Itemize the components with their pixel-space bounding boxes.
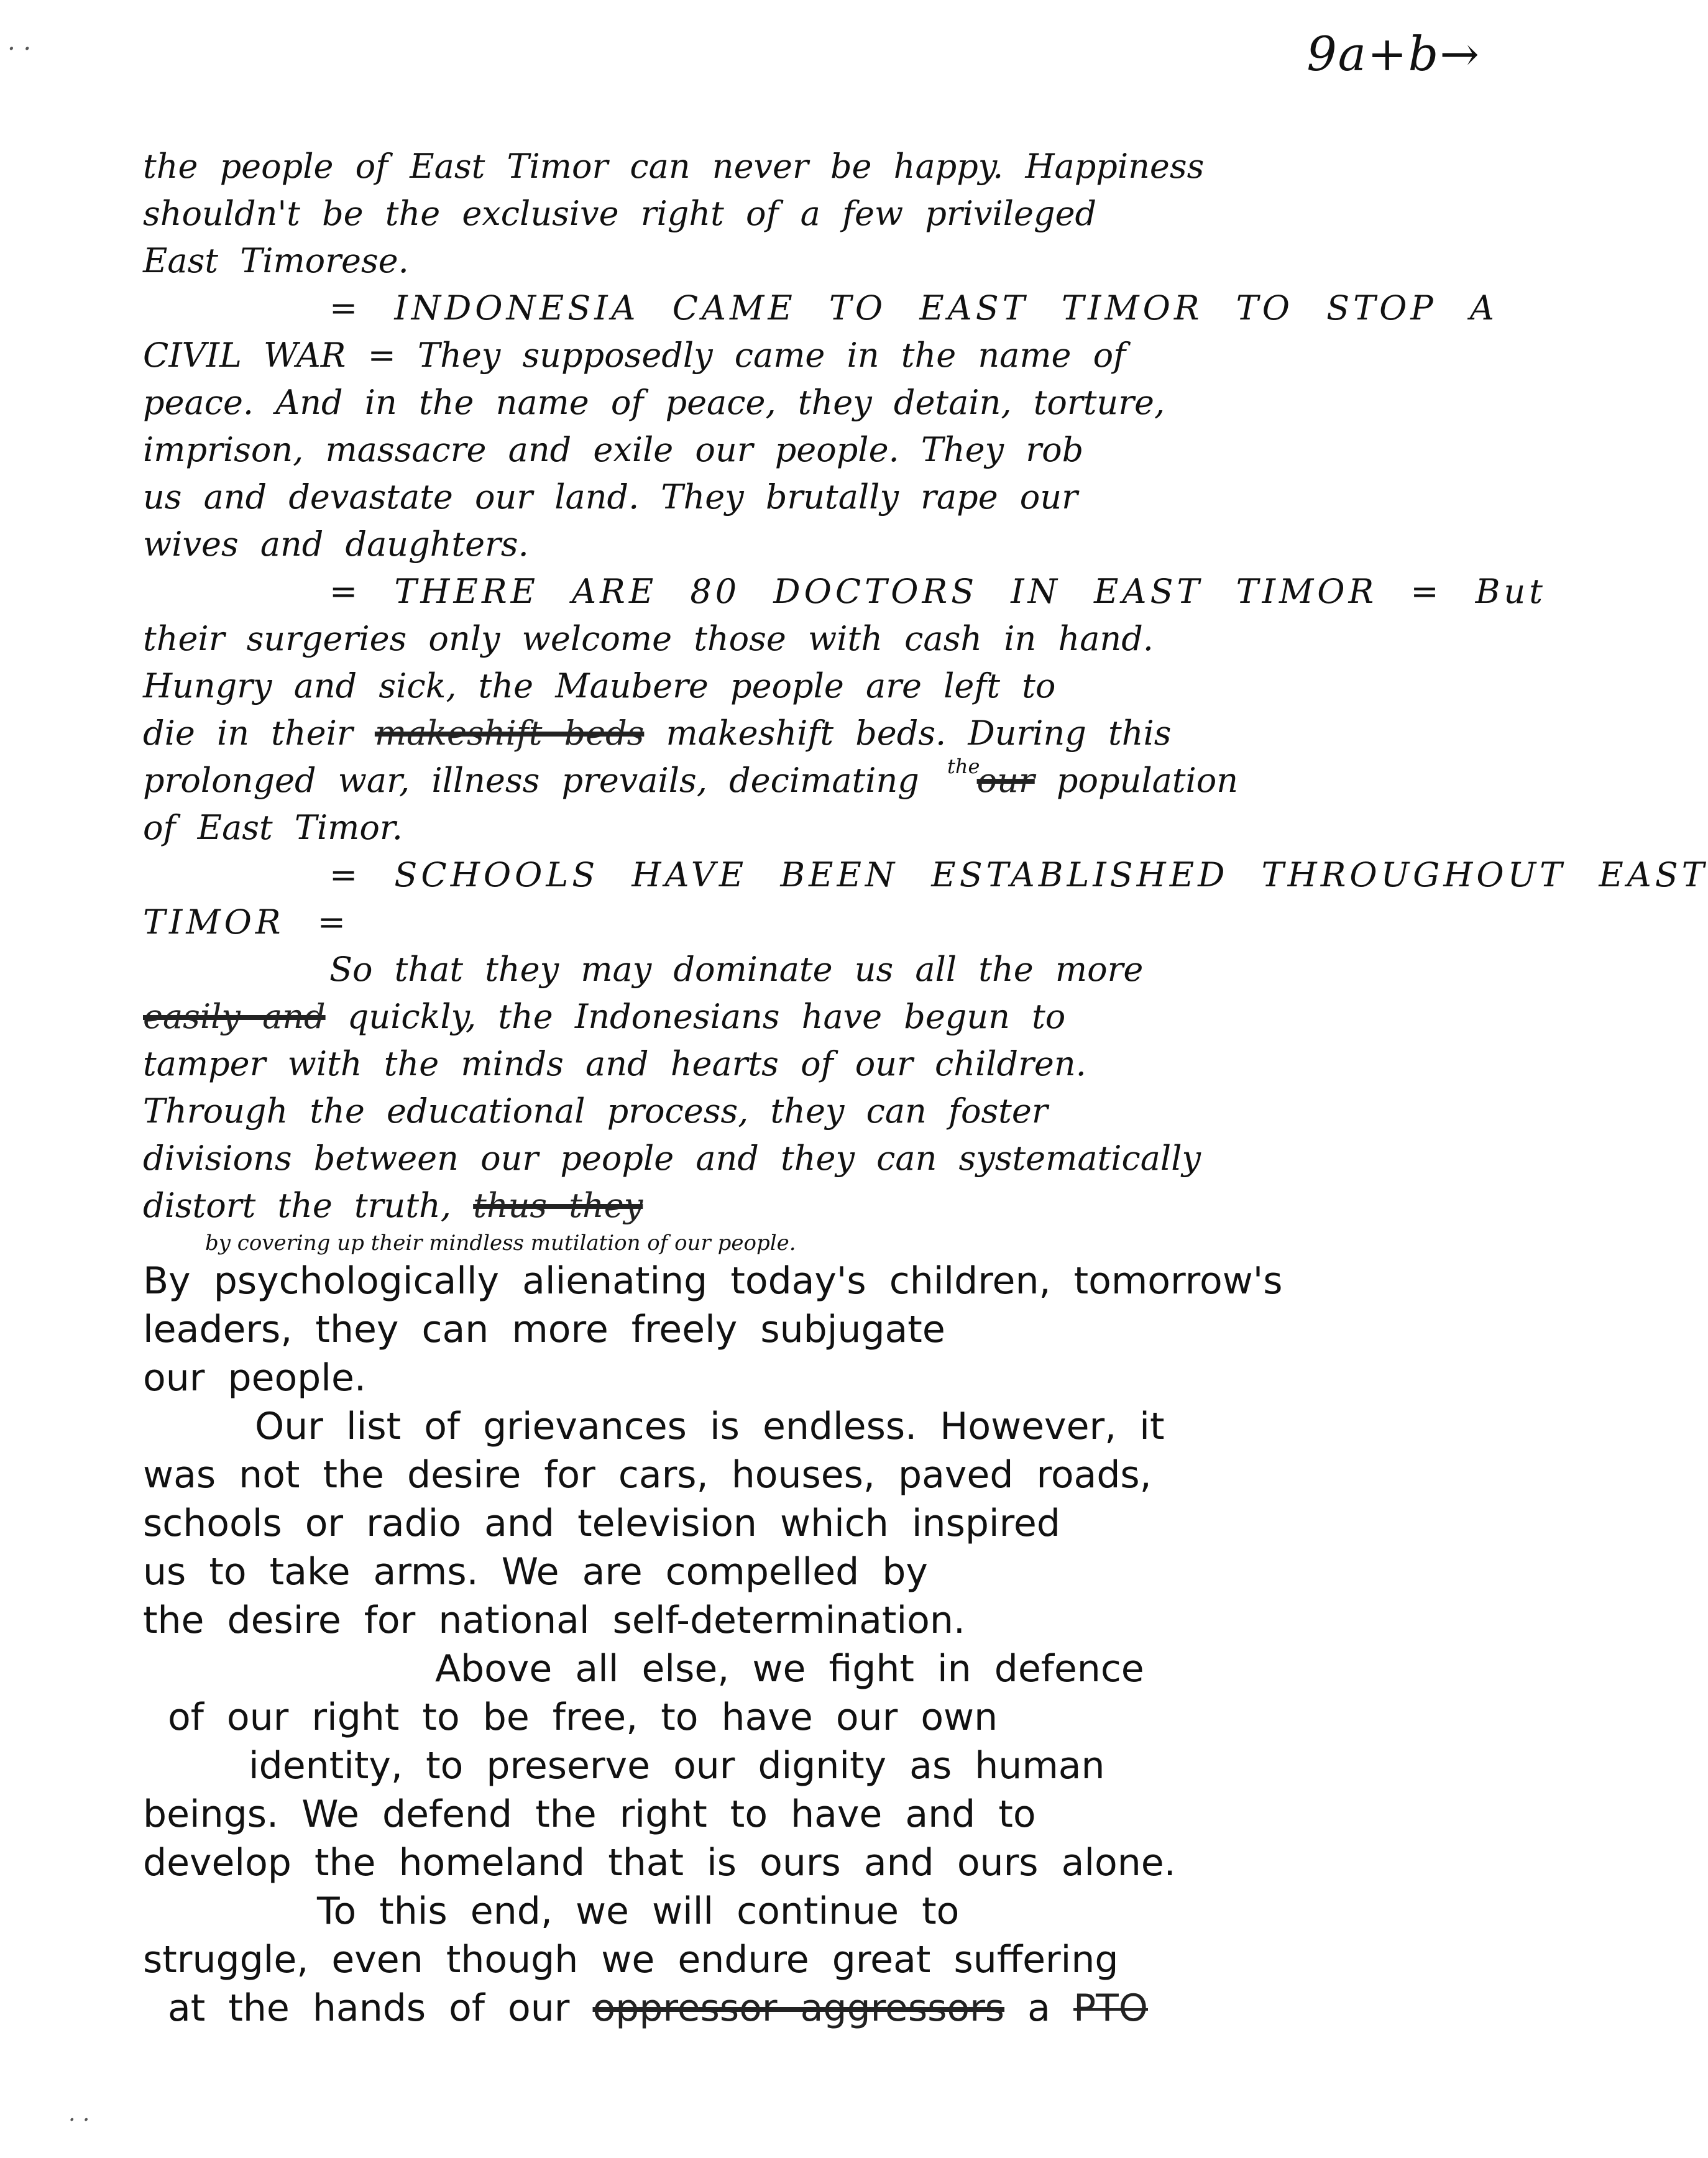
text-line: Above all else, we fight in defence: [435, 1647, 1144, 1691]
text-line-distort: [143, 1182, 1386, 1229]
text-line: us and devastate our land. They brutally rape our: [143, 477, 1078, 517]
text-line: us to take arms. We are compelled by: [143, 1550, 928, 1594]
text-line: develop the homeland that is ours and ours alone.: [143, 1841, 1176, 1885]
text-line: To this end, we will continue to: [317, 1889, 960, 1933]
text-line: identity, to preserve our dignity as human: [249, 1744, 1105, 1788]
line-text: at the hands of our: [168, 1986, 570, 2030]
struck-text: thus they: [473, 1186, 643, 1225]
inserted-word: the: [947, 755, 980, 778]
lower-block: [143, 1257, 1386, 2032]
struck-text: easily and: [143, 997, 326, 1036]
line-text: die in their: [143, 714, 353, 753]
text-line: East Timorese.: [143, 241, 409, 280]
text-line-quickly: [143, 993, 1386, 1040]
text-line-die: [143, 710, 1386, 757]
text-line: was not the desire for cars, houses, paved roads,: [143, 1453, 1152, 1497]
text-line: struggle, even though we endure great suffering: [143, 1938, 1119, 1981]
text-line: Through the educational process, they can foster: [143, 1091, 1048, 1131]
heading-line: TIMOR =: [143, 902, 349, 942]
heading-line: = INDONESIA CAME TO EAST TIMOR TO STOP A: [329, 288, 1498, 328]
text-line: Our list of grievances is endless. However, it: [255, 1405, 1165, 1448]
text-line: schools or radio and television which inspired: [143, 1502, 1060, 1545]
text-line: the people of East Timor can never be happy. Happiness: [143, 147, 1205, 186]
text-line: beings. We defend the right to have and to: [143, 1793, 1036, 1836]
line-text: quickly, the Indonesians have begun to: [347, 997, 1066, 1036]
struck-text: oppressor aggressors: [592, 1986, 1005, 2030]
text-line: our people.: [143, 1356, 366, 1400]
text-line: imprison, massacre and exile our people. They rob: [143, 430, 1084, 469]
text-line: shouldn't be the exclusive right of a few privileged: [143, 194, 1097, 233]
text-line: By psychologically alienating today's children, tomorrow's: [143, 1259, 1283, 1303]
corner-dots: . .: [7, 27, 32, 56]
text-line: of East Timor.: [143, 808, 403, 847]
line-text: distort the truth,: [143, 1186, 451, 1225]
line-text: population: [1056, 761, 1239, 800]
letter-body: [143, 143, 1708, 2032]
page-number-mark: 9a+b→: [1306, 26, 1481, 81]
text-line-last: [143, 1984, 1386, 2032]
corner-dots: . .: [68, 2101, 90, 2126]
text-line: their surgeries only welcome those with cash in hand.: [143, 619, 1154, 658]
heading-line: = SCHOOLS HAVE BEEN ESTABLISHED THROUGHOUT EAST: [329, 855, 1708, 894]
line-text: prolonged war, illness prevails, decimating: [143, 761, 919, 800]
text-line: of our right to be free, to have our own: [168, 1696, 998, 1739]
text-line: Hungry and sick, the Maubere people are left to: [143, 666, 1056, 705]
line-text: a: [1027, 1986, 1050, 2030]
text-line: leaders, they can more freely subjugate: [143, 1308, 945, 1351]
text-line: tamper with the minds and hearts of our children.: [143, 1044, 1086, 1083]
text-line-prolonged: [143, 757, 1386, 804]
struck-text: makeshift beds: [374, 714, 645, 753]
text-line: the desire for national self-determination.: [143, 1599, 965, 1642]
text-line: peace. And in the name of peace, they detain, torture,: [143, 383, 1165, 422]
text-line: wives and daughters.: [143, 525, 529, 564]
struck-text: our: [976, 761, 1035, 800]
inserted-line: by covering up their mindless mutilation of our people.: [205, 1231, 796, 1256]
heading-line: = THERE ARE 80 DOCTORS IN EAST TIMOR = But: [329, 572, 1546, 611]
text-line: So that they may dominate us all the more: [329, 950, 1144, 989]
pto-mark: PTO: [1073, 1986, 1149, 2030]
text-line: divisions between our people and they can systematically: [143, 1139, 1201, 1178]
text-line: CIVIL WAR = They supposedly came in the name of: [143, 336, 1126, 375]
line-text: makeshift beds. During this: [666, 714, 1172, 753]
